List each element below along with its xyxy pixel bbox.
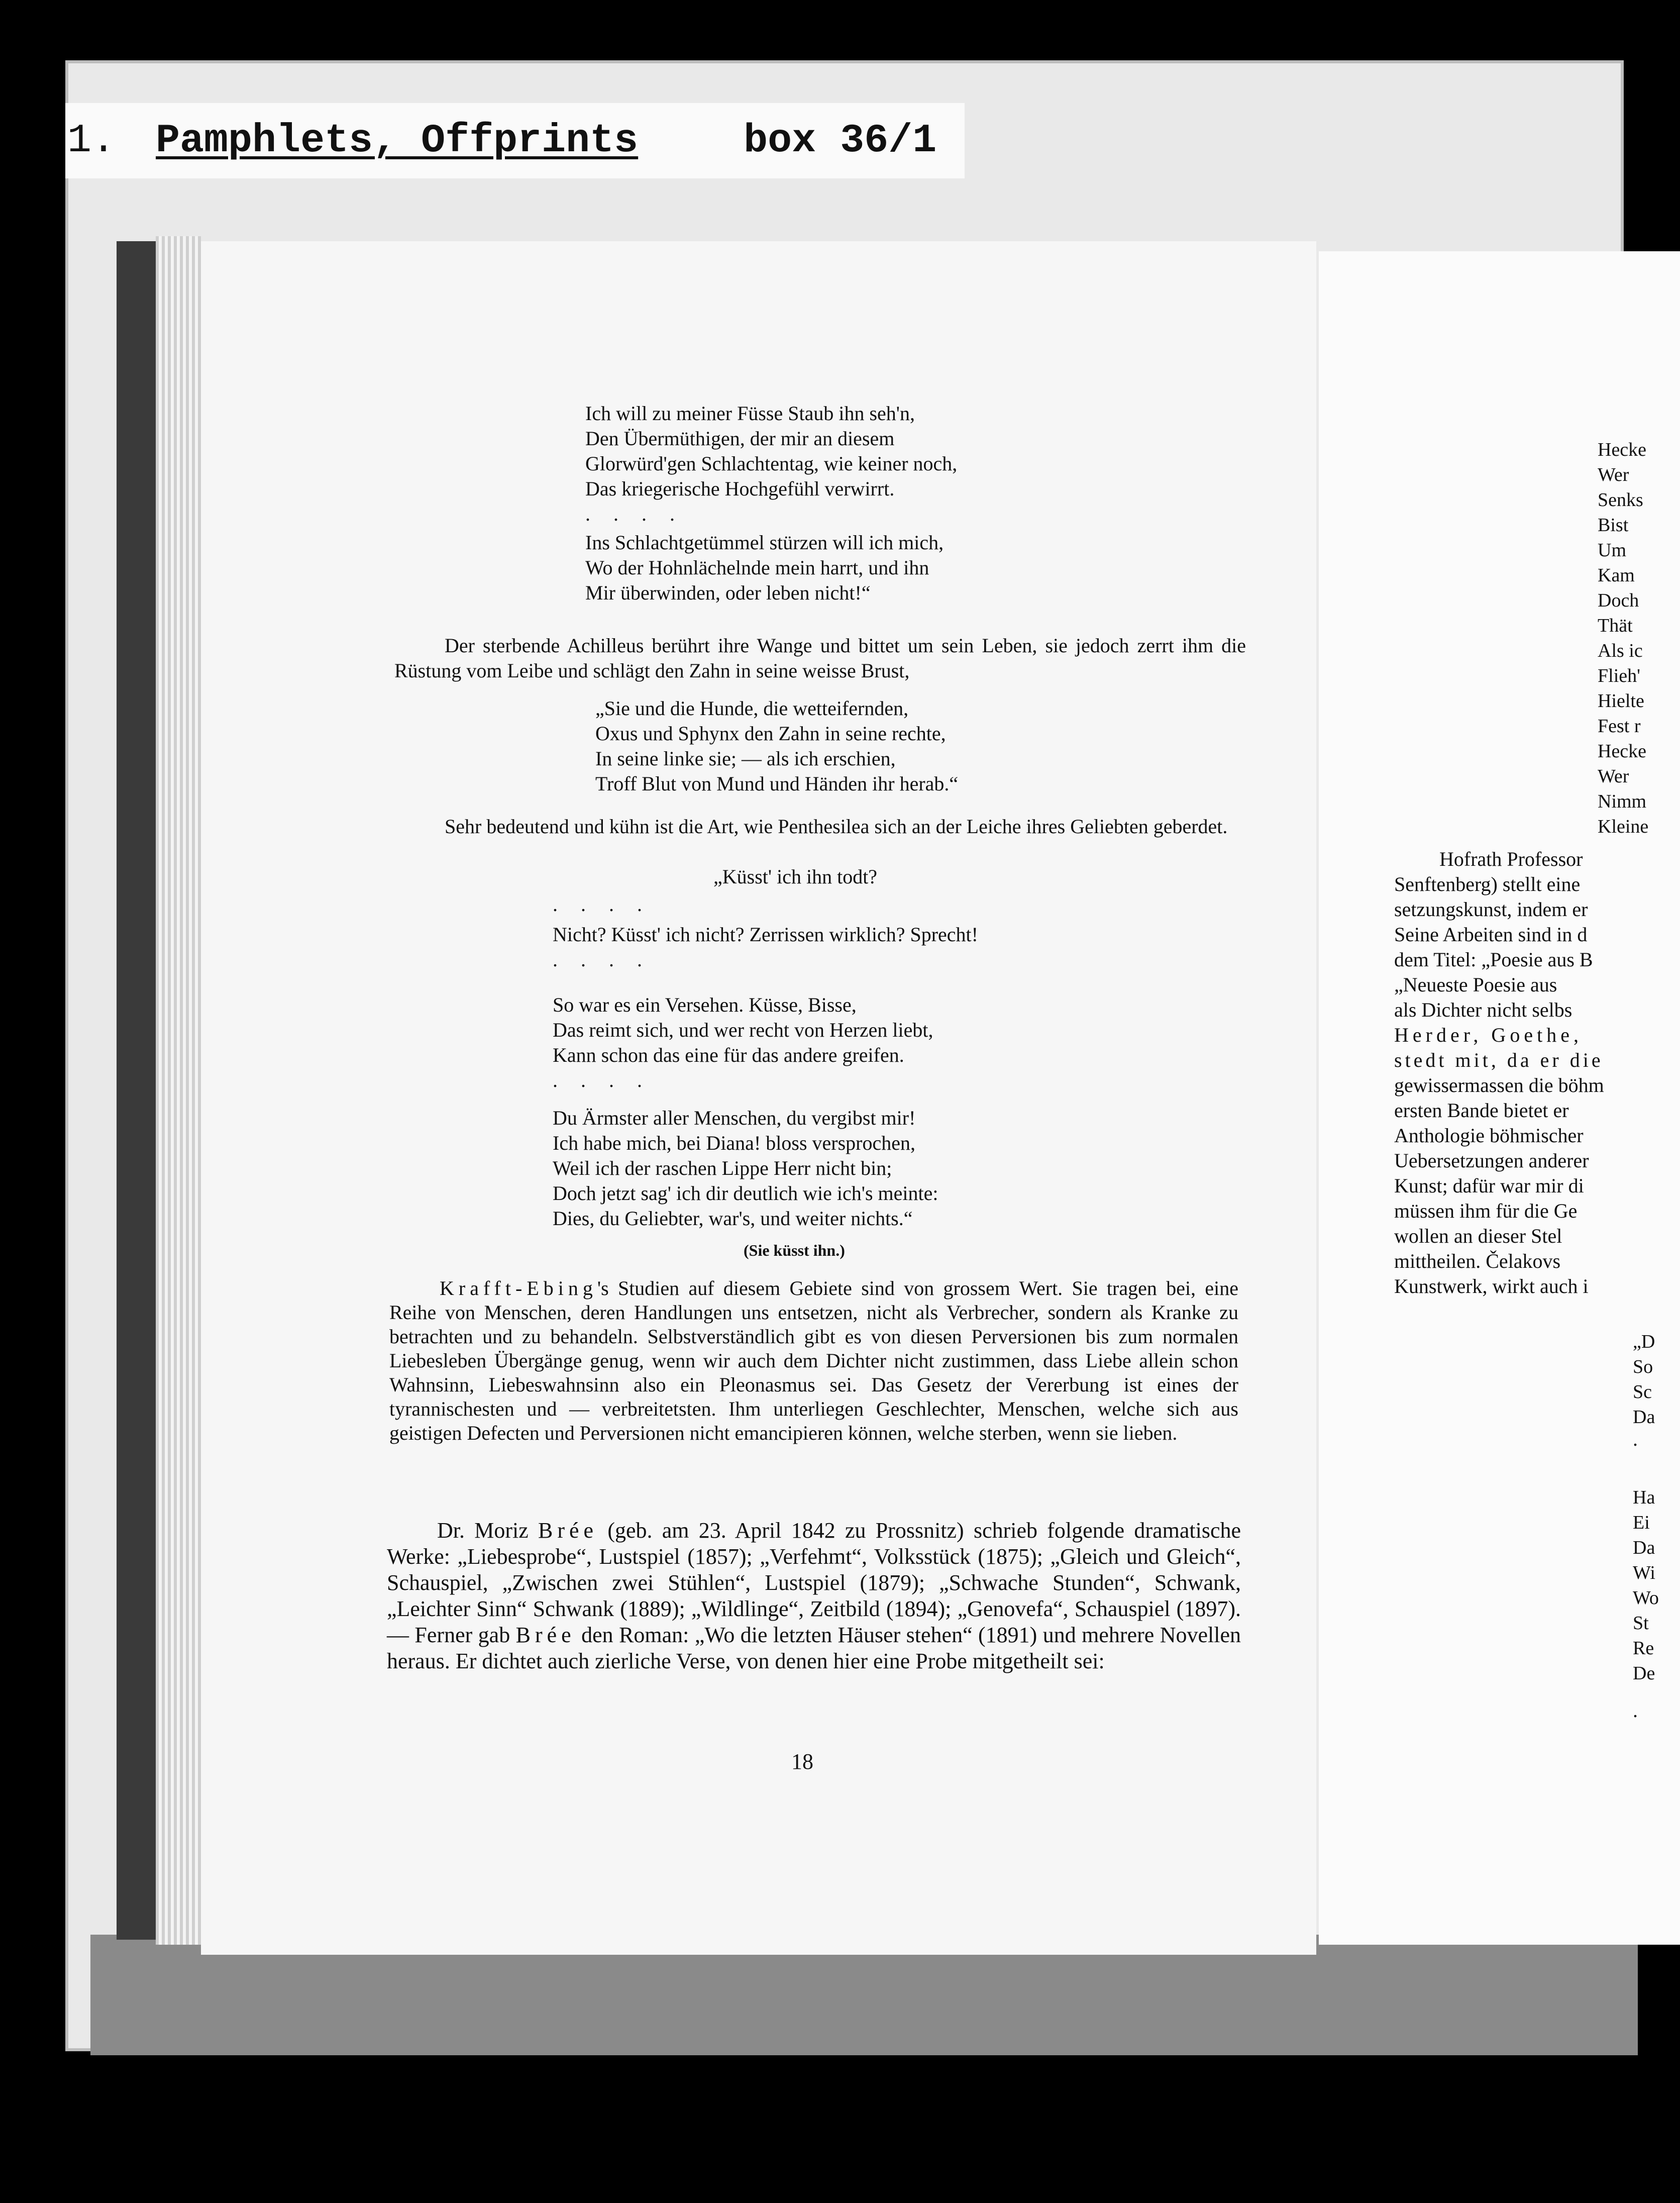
fragment-line: Seine Arbeiten sind in d [1394, 923, 1588, 946]
fragment-line: Sc [1633, 1381, 1652, 1403]
paragraph-text: Dr. Moriz [437, 1518, 539, 1543]
fragment-line: Wer [1598, 464, 1629, 485]
fragment-line: Senks [1598, 489, 1643, 511]
fragment-line: müssen ihm für die Ge [1394, 1199, 1578, 1222]
right-verse-fragment [1598, 437, 1648, 839]
paragraph-achilleus [394, 633, 1246, 683]
fragment-line: Flieh' [1598, 665, 1640, 686]
verse-line: Kann schon das eine für das andere greifen. [553, 1044, 904, 1066]
fragment-line: gewissermassen die böhm [1394, 1074, 1604, 1096]
main-page [201, 241, 1316, 1955]
label-number: 1. [67, 118, 116, 164]
verse-block-2 [585, 530, 943, 606]
verse-block-5 [553, 992, 933, 1093]
fragment-line: Kunst; dafür war mir di [1394, 1174, 1584, 1197]
fragment-line: ersten Bande bietet er [1394, 1099, 1569, 1122]
verse-line: Ich will zu meiner Füsse Staub ihn seh'n, [585, 402, 915, 425]
fragment-line: Ha [1633, 1487, 1655, 1508]
author-name: Brée [538, 1518, 598, 1543]
verse-line: Doch jetzt sag' ich dir deutlich wie ich's meinte: [553, 1182, 938, 1205]
verse-line: Den Übermüthigen, der mir an diesem [585, 427, 895, 450]
fragment-line: Uebersetzungen anderer [1394, 1149, 1589, 1172]
archive-label [65, 103, 965, 178]
right-verse-fragment-2 [1633, 1329, 1655, 1430]
verse-line: Du Ärmster aller Menschen, du vergibst mir! [553, 1107, 916, 1129]
page-number: 18 [791, 1749, 813, 1774]
fragment-dot: . [1633, 1699, 1638, 1722]
paragraph-krafft-ebing [389, 1276, 1238, 1445]
book-spine [117, 241, 156, 1940]
ellipsis-dots: . . . . [585, 503, 684, 525]
paragraph-bree [387, 1518, 1241, 1674]
fragment-line: Thät [1598, 615, 1633, 636]
fragment-line: Kam [1598, 565, 1635, 586]
fragment-line: Fest r [1598, 716, 1641, 737]
ellipsis-dots: . . . . [553, 1069, 651, 1091]
verse-line: Glorwürd'gen Schlachtentag, wie keiner noch, [585, 452, 958, 475]
fragment-line: Da [1633, 1407, 1655, 1428]
verse-line: So war es ein Versehen. Küsse, Bisse, [553, 993, 857, 1016]
paragraph-text: den Roman: „Wo die letzten Häuser stehen“ (1891) und mehrere Novellen heraus. Er dichtet auch zierliche Verse, von denen hier eine Probe mitgetheilt sei: [387, 1623, 1241, 1673]
verse-line: Troff Blut von Mund und Händen ihr herab.“ [595, 772, 959, 795]
fragment-line: Senftenberg) stellt eine [1394, 873, 1581, 895]
ellipsis-dots: . . . . [553, 893, 651, 916]
fragment-line: als Dichter nicht selbs [1394, 998, 1572, 1021]
fragment-line: wollen an dieser Stel [1394, 1225, 1562, 1247]
verse-line: Ich habe mich, bei Diana! bloss versprochen, [553, 1132, 915, 1154]
ellipsis-dots: . . . . [553, 948, 651, 971]
fragment-line: Doch [1598, 590, 1639, 611]
fragment-line: So [1633, 1356, 1653, 1377]
quote-kisst: „Küsst' ich ihn todt? [713, 865, 878, 888]
verse-block-4 [553, 892, 978, 972]
verse-line: „Sie und die Hunde, die wetteifernden, [595, 697, 909, 720]
right-paragraph-fragment [1394, 847, 1680, 1299]
fragment-line: Hecke [1598, 741, 1647, 762]
fragment-line: setzungskunst, indem er [1394, 898, 1588, 921]
fragment-line: De [1633, 1663, 1655, 1684]
verse-line: Weil ich der raschen Lippe Herr nicht bin; [553, 1157, 892, 1179]
verse-line: Oxus und Sphynx den Zahn in seine rechte, [595, 722, 946, 745]
fragment-dot: . [1633, 1428, 1638, 1450]
fragment-line: Kleine [1598, 816, 1649, 837]
verse-block-6 [553, 1106, 938, 1231]
verse-block-1 [585, 401, 957, 527]
stage-direction: (Sie küsst ihn.) [744, 1241, 845, 1259]
fragment-line: Wer [1598, 766, 1629, 787]
fragment-line: Als ic [1598, 640, 1643, 661]
verse-line: Ins Schlachtgetümmel stürzen will ich mich, [585, 531, 944, 554]
fragment-line: Wi [1633, 1562, 1655, 1583]
verse-line: Das kriegerische Hochgefühl verwirrt. [585, 477, 895, 500]
fragment-line: Da [1633, 1537, 1655, 1558]
fragment-line: Um [1598, 540, 1626, 561]
paragraph-text: (geb. am 23. April 1842 zu Prossnitz) schrieb folgende dramatische Werke: „Liebesprobe“, Lustspiel (1857); „Verfehmt“, Volksstück (1875); „Gleich und Gleich“, Schauspiel, „Zwischen zwei Stühlen“, Lustspiel (1879); „Schwache Stunden“, Schwank, „Leichter Sinn“ Schwank (1889); „Wildlinge“, Zeitbild (1894); „Genovefa“, Schauspiel (1897). — Ferner gab [387, 1518, 1241, 1647]
fragment-line: Bist [1598, 515, 1629, 536]
label-box: box 36/1 [744, 118, 937, 164]
verse-line: In seine linke sie; — als ich erschien, [595, 747, 896, 770]
fragment-line: stedt mit, da er die [1394, 1049, 1604, 1071]
fragment-line: mittheilen. Čelakovs [1394, 1250, 1561, 1272]
fragment-line: Wo [1633, 1587, 1659, 1609]
verse-line: Wo der Hohnlächelnde mein harrt, und ihn [585, 556, 929, 579]
fragment-line: Hecke [1598, 439, 1647, 460]
paragraph-text: Der sterbende Achilleus berührt ihre Wange und bittet um sein Leben, sie jedoch zerrt ihm die Rüstung vom Leibe und schlägt den Zahn in seine weisse Brust, [394, 634, 1246, 682]
verse-line: Das reimt sich, und wer recht von Herzen liebt, [553, 1019, 933, 1041]
fragment-line: Herder, Goethe, [1394, 1024, 1583, 1046]
book-page-edges [156, 236, 201, 1945]
fragment-line: „D [1633, 1331, 1655, 1352]
right-verse-fragment-3 [1633, 1485, 1659, 1686]
fragment-line: Anthologie böhmischer [1394, 1124, 1584, 1147]
fragment-line: Kunstwerk, wirkt auch i [1394, 1275, 1589, 1297]
fragment-line: Ei [1633, 1512, 1650, 1533]
author-name: Brée [515, 1623, 576, 1647]
paragraph-penthesilea [394, 814, 1246, 839]
verse-line: Dies, du Geliebter, war's, und weiter nichts.“ [553, 1207, 913, 1230]
fragment-line: St [1633, 1613, 1649, 1634]
verse-line: Nicht? Küsst' ich nicht? Zerrissen wirklich? Sprecht! [553, 923, 978, 946]
fragment-line: „Neueste Poesie aus [1394, 973, 1557, 996]
fragment-line: Hofrath Professor [1439, 848, 1583, 870]
fragment-line: Re [1633, 1638, 1654, 1659]
fragment-line: Hielte [1598, 690, 1644, 712]
verse-block-3 [595, 696, 958, 796]
paragraph-text: 's Studien auf diesem Gebiete sind von grossem Wert. Sie tragen bei, eine Reihe von Menschen, deren Handlungen uns entsetzen, nicht als Verbrecher, sondern als Kranke zu betrachten und zu behandeln. Selbstverständlich gibt es von diesen Perversionen bis zum normalen Liebesleben Übergänge genug, wenn wir auch dem Dichter nicht zustimmen, dass Liebe allein schon Wahnsinn, Liebeswahnsinn also ein Pleonasmus sei. Das Gesetz der Vererbung ist eines der tyrannischesten und — verbreitetsten. Ihm unterliegen Geschlechter, Menschen, welche sich aus geistigen Defecten und Perversionen nicht emancipieren können, welche sterben, wenn sie lieben. [389, 1277, 1238, 1444]
fragment-line: dem Titel: „Poesie aus B [1394, 948, 1593, 971]
right-page-partial [1319, 251, 1680, 1945]
verse-line: Mir überwinden, oder leben nicht!“ [585, 581, 871, 604]
label-title: Pamphlets, Offprints [156, 118, 639, 164]
author-name: Krafft-Ebing [440, 1277, 597, 1299]
paragraph-text: Sehr bedeutend und kühn ist die Art, wie Penthesilea sich an der Leiche ihres Geliebten geberdet. [445, 815, 1228, 838]
fragment-line: Nimm [1598, 791, 1647, 812]
